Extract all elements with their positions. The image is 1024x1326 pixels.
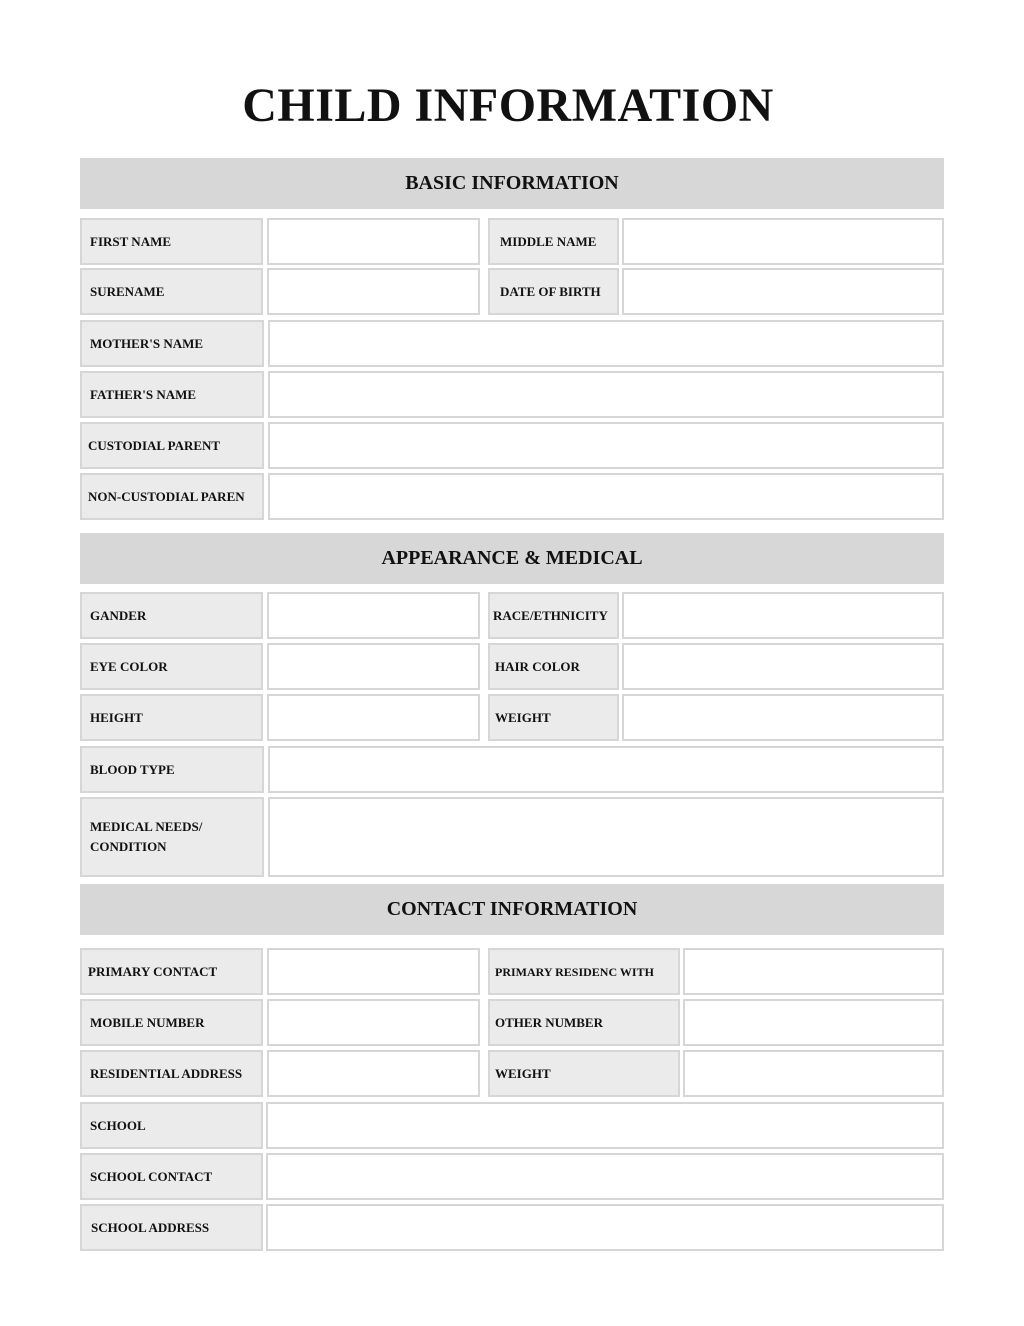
label-eye-color: EYE COLOR xyxy=(80,643,263,690)
label-hair-color: HAIR COLOR xyxy=(488,643,619,690)
label-mobile-number: MOBILE NUMBER xyxy=(80,999,263,1046)
other-number-field[interactable] xyxy=(683,999,944,1046)
race-ethnicity-field[interactable] xyxy=(622,592,944,639)
label-contact-weight: WEIGHT xyxy=(488,1050,680,1097)
residential-address-field[interactable] xyxy=(267,1050,480,1097)
label-medical-needs-line2: CONDITION xyxy=(90,839,167,854)
mobile-number-field[interactable] xyxy=(267,999,480,1046)
label-surename: SURENAME xyxy=(80,268,263,315)
first-name-field[interactable] xyxy=(267,218,480,265)
primary-residence-field[interactable] xyxy=(683,948,944,995)
school-address-field[interactable] xyxy=(266,1204,944,1251)
label-custodial-parent: CUSTODIAL PARENT xyxy=(80,422,264,469)
label-other-number: OTHER NUMBER xyxy=(488,999,680,1046)
label-medical-needs xyxy=(80,797,264,877)
label-school-contact: SCHOOL CONTACT xyxy=(80,1153,263,1200)
label-mothers-name: MOTHER'S NAME xyxy=(80,320,264,367)
medical-needs-field[interactable] xyxy=(268,797,944,877)
label-fathers-name: FATHER'S NAME xyxy=(80,371,264,418)
label-middle-name: MIDDLE NAME xyxy=(488,218,619,265)
label-primary-residence: PRIMARY RESIDENC WITH xyxy=(488,948,680,995)
mothers-name-field[interactable] xyxy=(268,320,944,367)
weight-field[interactable] xyxy=(622,694,944,741)
label-primary-contact: PRIMARY CONTACT xyxy=(80,948,263,995)
label-gander: GANDER xyxy=(80,592,263,639)
middle-name-field[interactable] xyxy=(622,218,944,265)
label-weight: WEIGHT xyxy=(488,694,619,741)
height-field[interactable] xyxy=(267,694,480,741)
page-title: CHILD INFORMATION xyxy=(242,79,774,132)
label-medical-needs-line1: MEDICAL NEEDS/ xyxy=(90,819,203,834)
school-contact-field[interactable] xyxy=(266,1153,944,1200)
label-residential-address: RESIDENTIAL ADDRESS xyxy=(80,1050,263,1097)
label-first-name: FIRST NAME xyxy=(80,218,263,265)
label-height: HEIGHT xyxy=(80,694,263,741)
non-custodial-parent-field[interactable] xyxy=(268,473,944,520)
label-blood-type: BLOOD TYPE xyxy=(80,746,264,793)
section-header-appearance: APPEARANCE & MEDICAL xyxy=(80,533,944,584)
date-of-birth-field[interactable] xyxy=(622,268,944,315)
label-school: SCHOOL xyxy=(80,1102,263,1149)
section-header-contact: CONTACT INFORMATION xyxy=(80,884,944,935)
surename-field[interactable] xyxy=(267,268,480,315)
section-header-basic: BASIC INFORMATION xyxy=(80,158,944,209)
label-non-custodial-parent: NON-CUSTODIAL PAREN xyxy=(80,473,264,520)
fathers-name-field[interactable] xyxy=(268,371,944,418)
hair-color-field[interactable] xyxy=(622,643,944,690)
gander-field[interactable] xyxy=(267,592,480,639)
label-date-of-birth: DATE OF BIRTH xyxy=(488,268,619,315)
contact-weight-field[interactable] xyxy=(683,1050,944,1097)
label-school-address: SCHOOL ADDRESS xyxy=(80,1204,263,1251)
custodial-parent-field[interactable] xyxy=(268,422,944,469)
eye-color-field[interactable] xyxy=(267,643,480,690)
label-race-ethnicity: RACE/ETHNICITY xyxy=(488,592,619,639)
blood-type-field[interactable] xyxy=(268,746,944,793)
primary-contact-field[interactable] xyxy=(267,948,480,995)
school-field[interactable] xyxy=(266,1102,944,1149)
